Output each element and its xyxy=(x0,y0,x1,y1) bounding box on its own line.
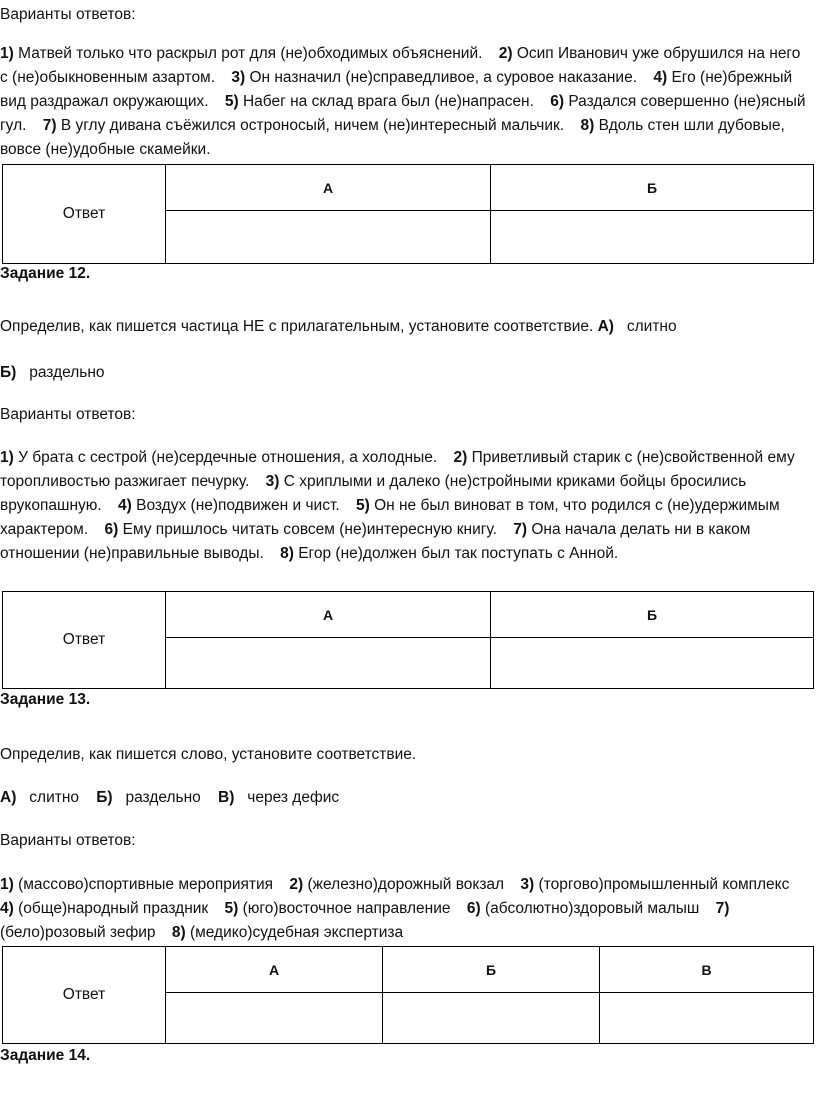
answer-cell-b[interactable] xyxy=(383,993,600,1044)
answer-table xyxy=(2,946,814,1044)
answer-cell-b[interactable] xyxy=(491,211,814,264)
item-number: 4) xyxy=(0,900,14,917)
item-number: 8) xyxy=(171,924,186,941)
item-number: 4) xyxy=(118,497,132,514)
item-number: 1) xyxy=(0,45,14,62)
item-number: 5) xyxy=(355,497,370,514)
task-12-title: Задание 12. xyxy=(0,265,91,282)
item-text: (торгово)промышленный комплекс xyxy=(538,876,790,893)
task-13-title: Задание 13. xyxy=(0,691,91,708)
task-12-instruction: Определив, как пишется частица НЕ с прилагательным, установите соответствие. А) слитно xyxy=(0,318,677,335)
item-number: 7) xyxy=(715,900,730,917)
answer-cell-a[interactable] xyxy=(166,993,383,1044)
item-number: 8) xyxy=(280,545,294,562)
item-number: 3) xyxy=(265,473,280,490)
item-number: 2) xyxy=(453,449,468,466)
column-header-b: Б xyxy=(491,592,814,638)
item-number: 7) xyxy=(513,521,528,538)
item-number: 3) xyxy=(231,69,246,86)
column-header-c: В xyxy=(600,947,814,993)
variants-list xyxy=(0,873,812,945)
item-number: 7) xyxy=(42,117,57,134)
item-text: Воздух (не)подвижен и чист. xyxy=(136,497,340,514)
item-text: (абсолютно)здоровый малыш xyxy=(484,900,700,917)
item-text: (бело)розовый зефир xyxy=(0,924,156,941)
column-header-a: А xyxy=(166,592,491,638)
column-header-a: А xyxy=(166,947,383,993)
item-text: С хриплыми и далеко (не)стройными криками бойцы бросились врукопашную. xyxy=(0,473,747,514)
item-text: У брата с сестрой (не)сердечные отношения, а холодные. xyxy=(18,449,438,466)
variants-heading: Варианты ответов: xyxy=(0,832,136,849)
item-text: В углу дивана съёжился остроносый, ничем (не)интересный мальчик. xyxy=(60,117,565,134)
task-14-title: Задание 14. xyxy=(0,1047,91,1064)
answer-cell-b[interactable] xyxy=(491,638,814,689)
variants-list xyxy=(0,42,812,162)
item-text: Приветливый старик с (не)свойственной ему торопливостью разжигает печурку. xyxy=(0,449,795,490)
item-number: 6) xyxy=(104,521,119,538)
item-text: Егор (не)должен был так поступать с Анной. xyxy=(298,545,619,562)
column-header-b: Б xyxy=(491,165,814,211)
item-text: Вдоль стен шли дубовые, вовсе (не)удобные скамейки. xyxy=(0,117,785,158)
answer-label: Ответ xyxy=(3,947,166,1044)
item-text: (юго)восточное направление xyxy=(242,900,451,917)
item-number: 2) xyxy=(498,45,513,62)
item-text: Раздался совершенно (не)ясный гул. xyxy=(0,93,806,134)
answer-label: Ответ xyxy=(3,592,166,689)
item-text: Ему пришлось читать совсем (не)интересную книгу. xyxy=(122,521,497,538)
item-text: Осип Иванович уже обрушился на него с (не)обыкновенным азартом. xyxy=(0,45,801,86)
variants-heading: Варианты ответов: xyxy=(0,406,136,423)
task-12-option-b: Б) раздельно xyxy=(0,364,105,381)
variants-list xyxy=(0,446,812,566)
item-text: (обще)народный праздник xyxy=(18,900,209,917)
answer-cell-a[interactable] xyxy=(166,211,491,264)
task-13-instruction: Определив, как пишется слово, установите соответствие. xyxy=(0,746,417,763)
item-number: 3) xyxy=(520,876,535,893)
answer-cell-c[interactable] xyxy=(600,993,814,1044)
answer-label: Ответ xyxy=(3,165,166,264)
item-text: Набег на склад врага был (не)напрасен. xyxy=(242,93,534,110)
column-header-a: А xyxy=(166,165,491,211)
answer-table xyxy=(2,164,814,264)
item-number: 8) xyxy=(580,117,595,134)
item-number: 4) xyxy=(653,69,668,86)
item-text: (медико)судебная экспертиза xyxy=(189,924,404,941)
item-text: (железно)дорожный вокзал xyxy=(307,876,505,893)
variants-heading: Варианты ответов: xyxy=(0,6,136,23)
answer-cell-a[interactable] xyxy=(166,638,491,689)
item-number: 6) xyxy=(466,900,481,917)
task-13-options: А) слитно Б) раздельно В) через дефис xyxy=(0,789,340,806)
item-number: 2) xyxy=(289,876,304,893)
item-text: (массово)спортивные мероприятия xyxy=(18,876,274,893)
item-text: Она начала делать ни в каком отношении (не)правильные выводы. xyxy=(0,521,751,562)
column-header-b: Б xyxy=(383,947,600,993)
item-text: Его (не)брежный вид раздражал окружающих. xyxy=(0,69,793,110)
item-number: 5) xyxy=(224,93,239,110)
item-number: 1) xyxy=(0,876,14,893)
item-number: 6) xyxy=(550,93,565,110)
item-number: 1) xyxy=(0,449,14,466)
item-text: Матвей только что раскрыл рот для (не)обходимых объяснений. xyxy=(18,45,483,62)
item-text: Он назначил (не)справедливое, а суровое наказание. xyxy=(249,69,638,86)
item-number: 5) xyxy=(224,900,239,917)
answer-table xyxy=(2,591,814,689)
item-text: Он не был виноват в том, что родился с (не)удержимым характером. xyxy=(0,497,780,538)
